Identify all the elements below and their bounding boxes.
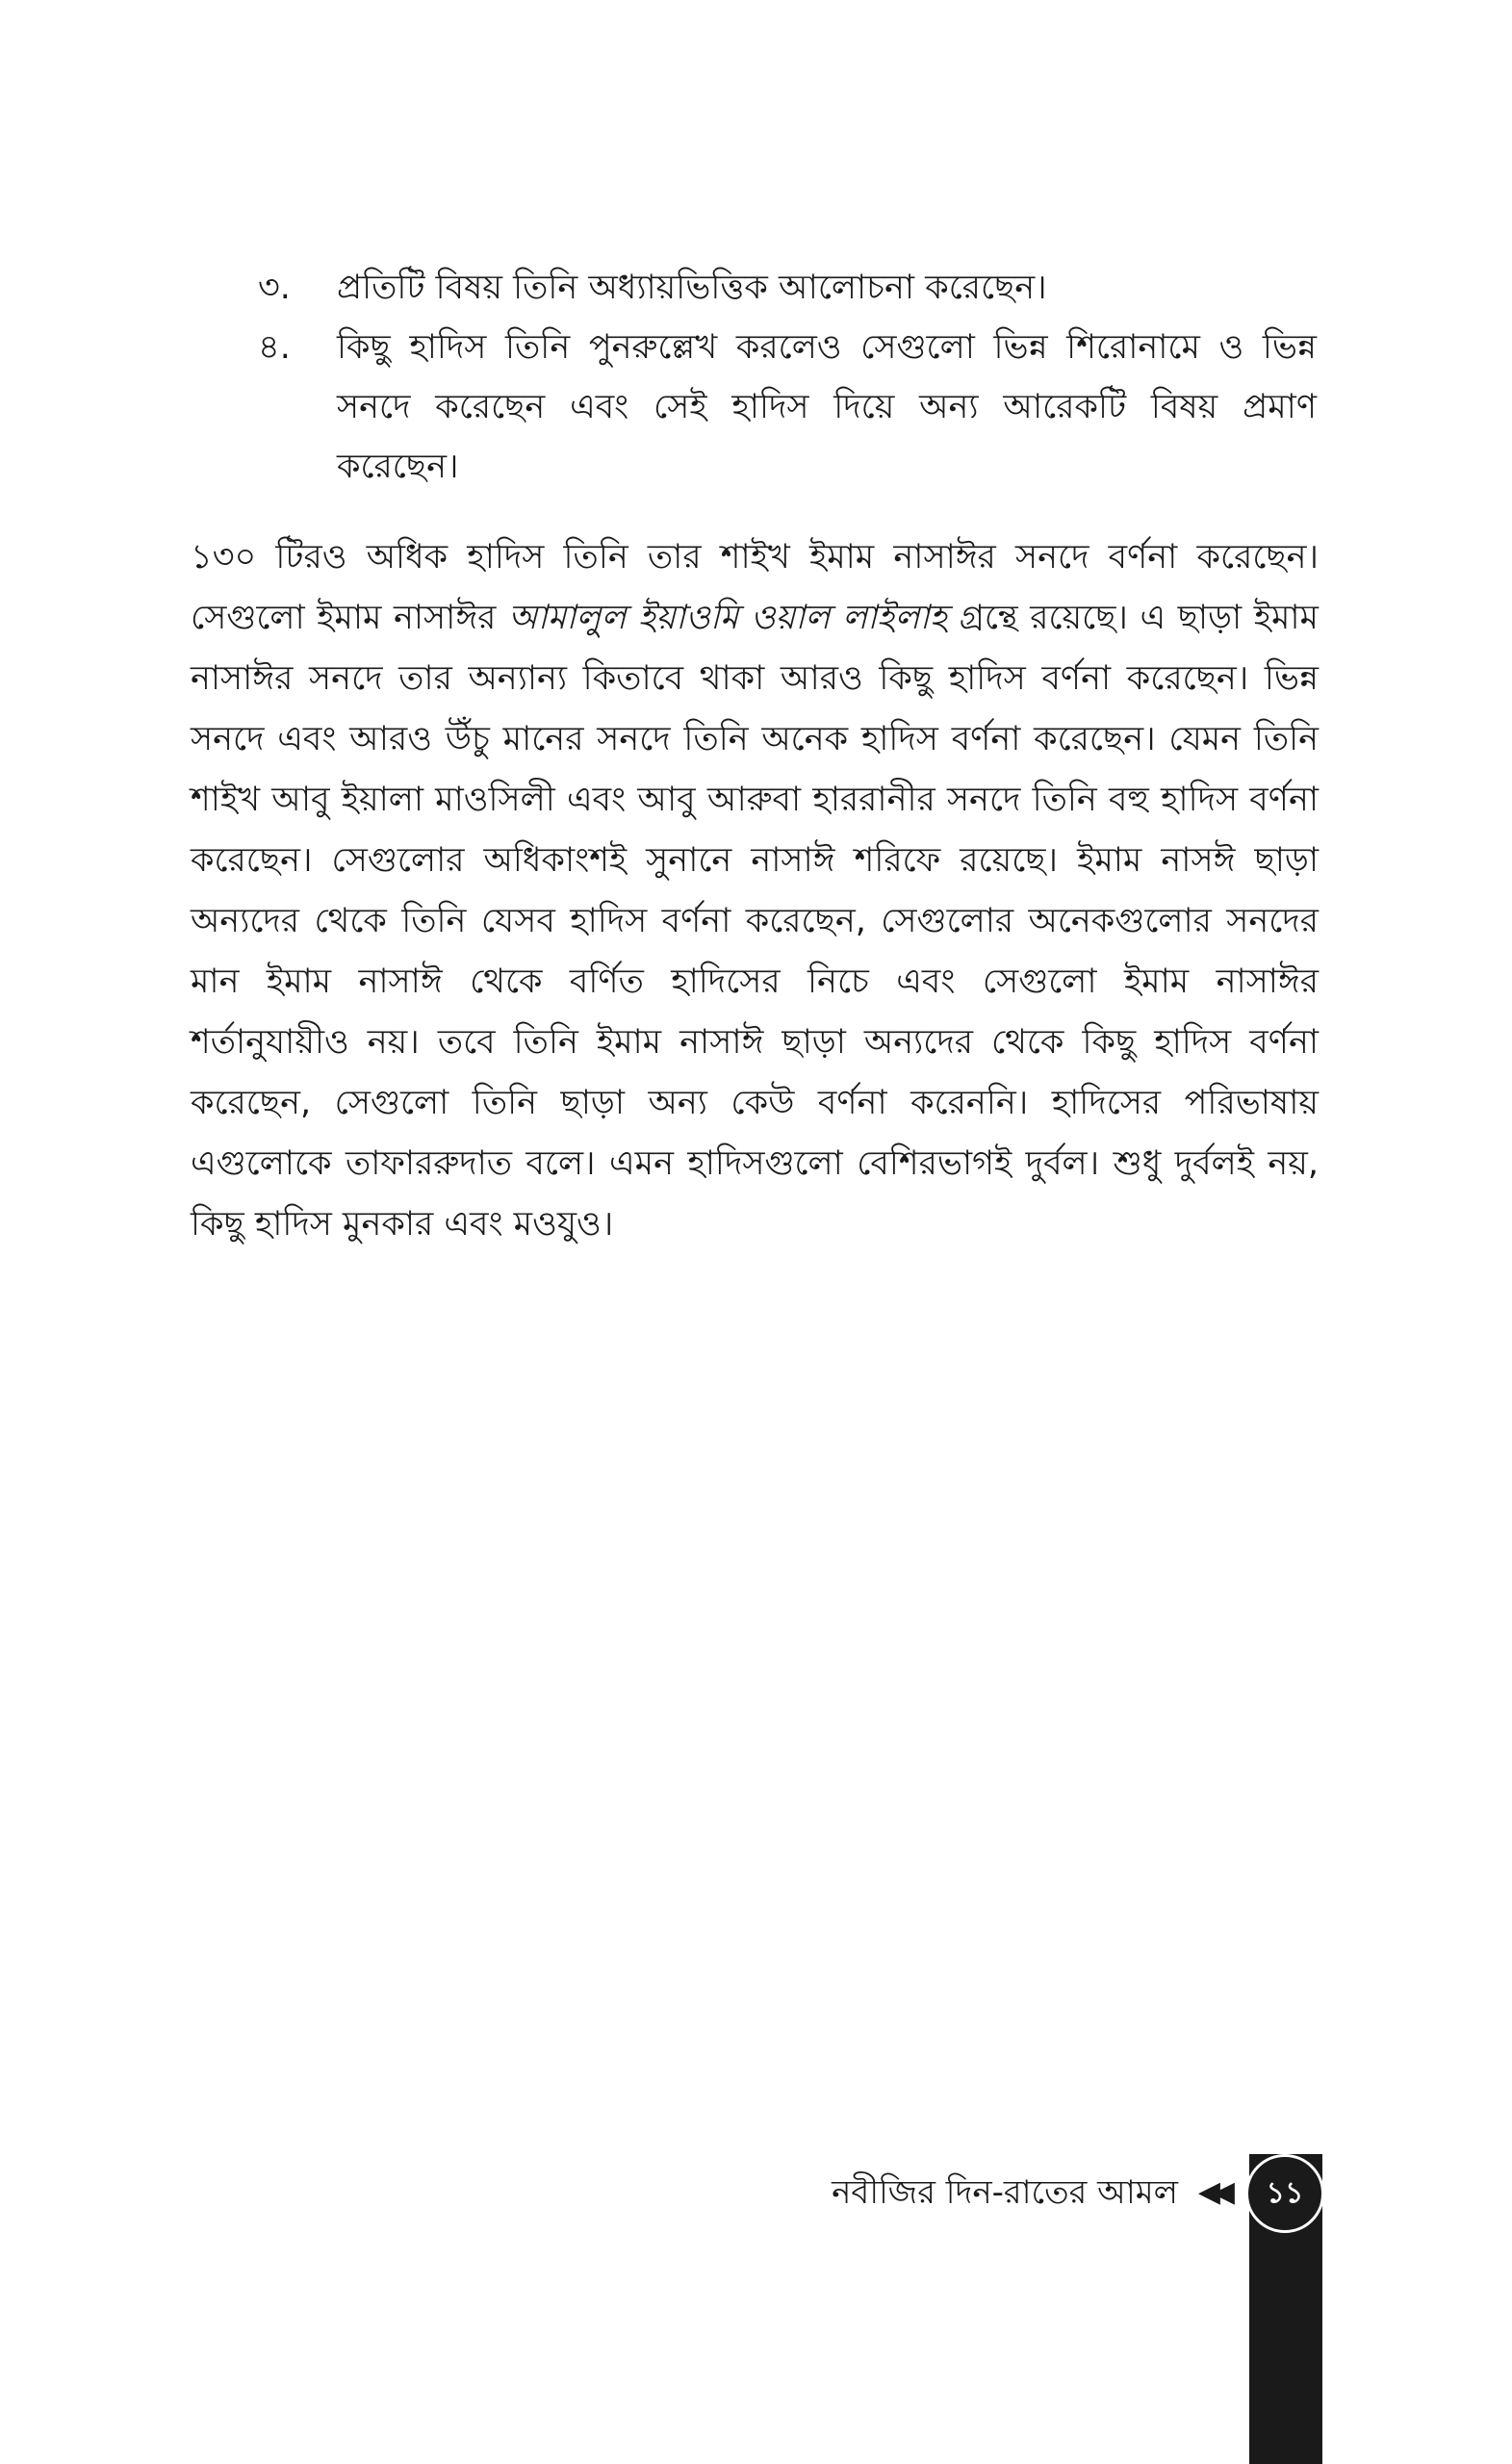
list-item-text: প্রতিটি বিষয় তিনি অধ্যায়ভিত্তিক আলোচনা করেছেন। (337, 269, 1047, 307)
numbered-list (258, 258, 1317, 497)
list-item-text: কিছু হাদিস তিনি পুনরুল্লেখ করলেও সেগুলো ভিন্ন শিরোনামে ও ভিন্ন সনদে করেছেন এবং সেই হাদিস দিয়ে অন্য আরেকটি বিষয় প্রমাণ করেছেন। (337, 328, 1317, 486)
list-item (258, 318, 1317, 497)
paragraph-text-start: ১৩০ টিরও অধিক হাদিস তিনি তার শাইখ ইমাম নাসাঈর সনদে বর্ণনা করেছেন। সেগুলো ইমাম নাসাঈর (191, 538, 1319, 637)
body-paragraph (191, 527, 1319, 1255)
paragraph-text-end: গ্রন্থে রয়েছে। এ ছাড়া ইমাম নাসাঈর সনদে তার অন্যান্য কিতাবে থাকা আরও কিছু হাদিস বর্ণনা করেছেন। ভিন্ন সনদে এবং আরও উঁচু মানের সনদে তিনি অনেক হাদিস বর্ণনা করেছেন। যেমন তিনি শাইখ আবু ইয়ালা মাওসিলী এবং আবু আরুবা হাররানীর সনদে তিনি বহু হাদিস বর্ণনা করেছেন। সেগুলোর অধিকাংশই সুনানে নাসাঈ শরিফে রয়েছে। ইমাম নাসঈ ছাড়া অন্যদের থেকে তিনি যেসব হাদিস বর্ণনা করেছেন, সেগুলোর অনেকগুলোর সনদের মান ইমাম নাসাঈ থেকে বর্ণিত হাদিসের নিচে এবং সেগুলো ইমাম নাসাঈর শর্তানুযায়ীও নয়। তবে তিনি ইমাম নাসাঈ ছাড়া অন্যদের থেকে কিছু হাদিস বর্ণনা করেছেন, সেগুলো তিনি ছাড়া অন্য কেউ বর্ণনা করেননি। হাদিসের পরিভাষায় এগুলোকে তাফাররুদাত বলে। এমন হাদিসগুলো বেশিরভাগই দুর্বল। শুধু দুর্বলই নয়, কিছু হাদিস মুনকার এবং মওযুও। (191, 599, 1319, 1244)
list-item (258, 258, 1317, 318)
list-item-number: ৩. (258, 269, 291, 307)
double-arrow-left-icon: ◀◀ (1197, 2175, 1227, 2209)
list-item-number: ৪. (258, 328, 291, 367)
book-title-italic: আমালুল ইয়াওমি ওয়াল লাইলাহ (508, 599, 948, 637)
page-footer (0, 2135, 1512, 2464)
running-footer-title: নবীজির দিন-রাতের আমল (832, 2173, 1178, 2212)
page-number-badge (1245, 2154, 1324, 2233)
page-number: ১১ (1266, 2176, 1304, 2210)
